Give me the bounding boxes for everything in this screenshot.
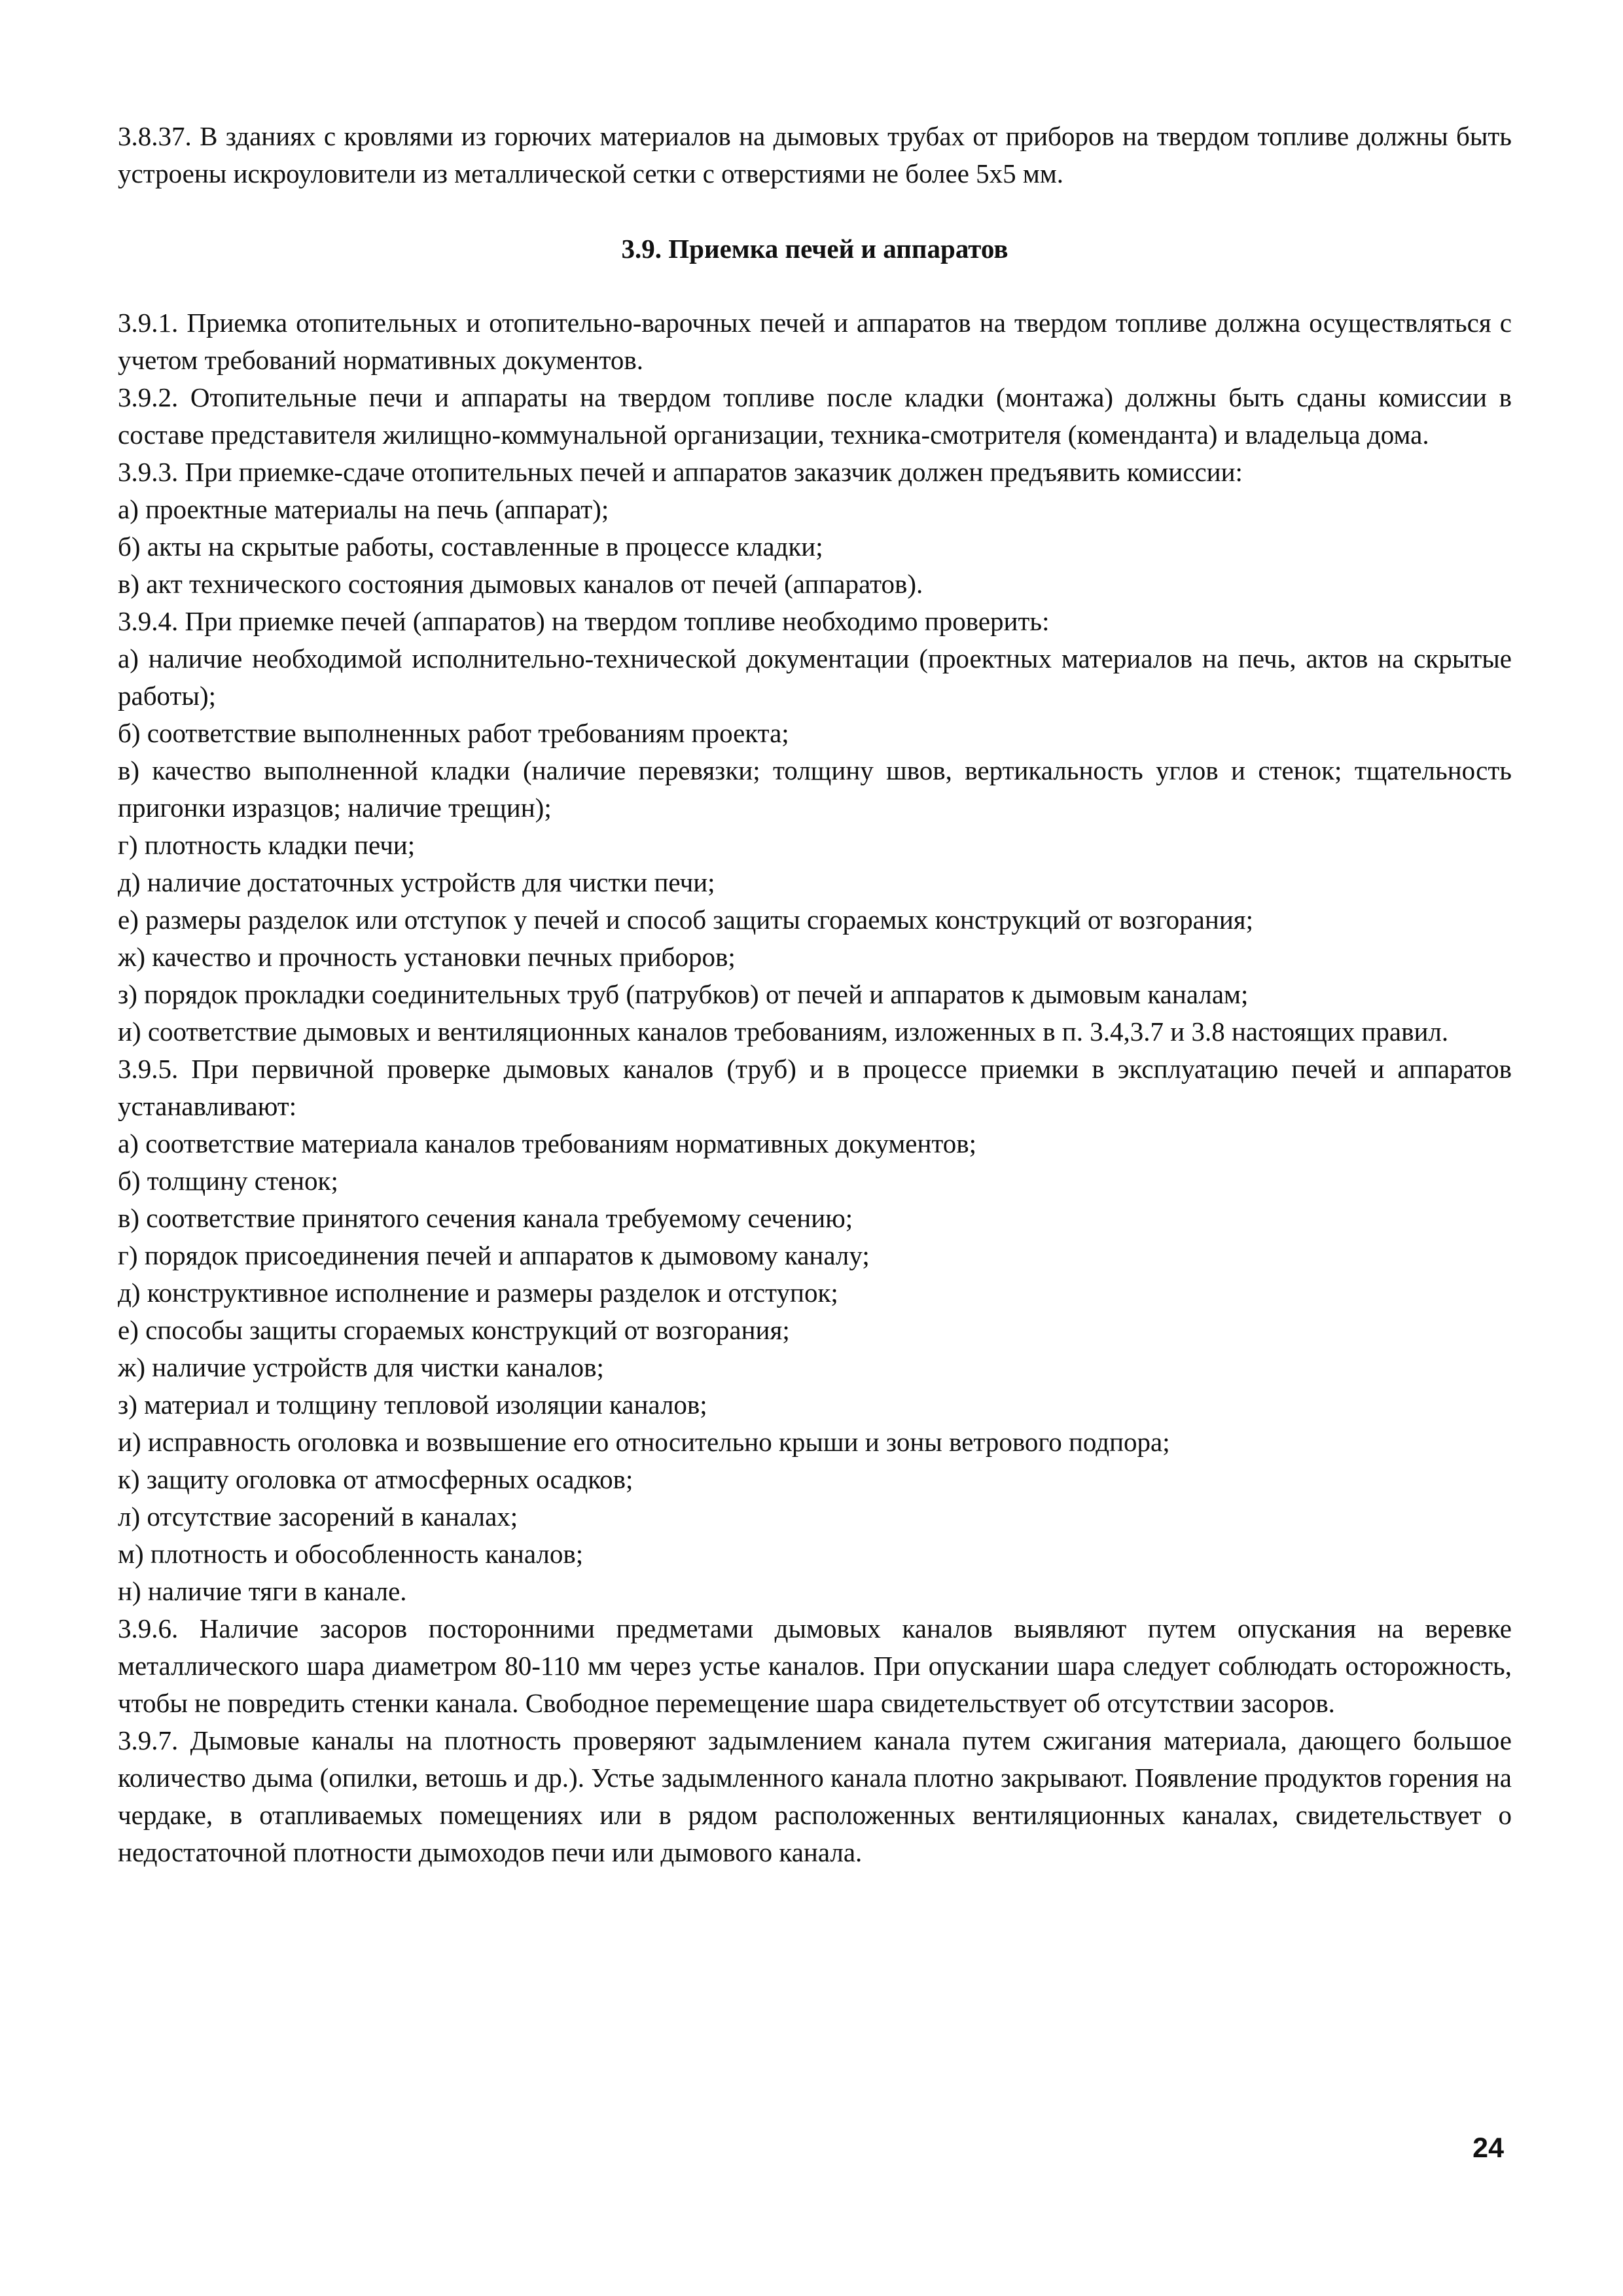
paragraph-3-9-3: 3.9.3. При приемке-сдаче отопительных печей и аппаратов заказчик должен предъявить комиссии: [118, 457, 1243, 487]
list-item: б) соответствие выполненных работ требованиям проекта; [118, 718, 789, 748]
list-item: н) наличие тяги в канале. [118, 1576, 407, 1606]
paragraph-3-9-6: 3.9.6. Наличие засоров посторонними предметами дымовых каналов выявляют путем опускания на веревке металлического шара диаметром 80-110 мм через устье каналов. При опускании шара следует соблюдать осторожность, чтобы не повредить стенки канала. Свободное перемещение шара свидетельствует об отсутствии засоров. [118, 1613, 1512, 1718]
list-item: в) качество выполненной кладки (наличие перевязки; толщину швов, вертикальность углов и стенок; тщательность пригонки изразцов; наличие трещин); [118, 755, 1512, 823]
page-number: 24 [1472, 2132, 1504, 2164]
list-item: з) порядок прокладки соединительных труб (патрубков) от печей и аппаратов к дымовым каналам; [118, 979, 1249, 1009]
list-item: д) наличие достаточных устройств для чистки печи; [118, 867, 715, 897]
section-heading: 3.9. Приемка печей и аппаратов [621, 234, 1008, 264]
list-item: д) конструктивное исполнение и размеры разделок и отступок; [118, 1278, 838, 1308]
paragraph-3-9-2: 3.9.2. Отопительные печи и аппараты на твердом топливе после кладки (монтажа) должны быть сданы комиссии в составе представителя жилищно-коммунальной организации, техника-смотрителя (коменданта) и владельца дома. [118, 382, 1512, 450]
list-item: к) защиту оголовка от атмосферных осадков; [118, 1464, 633, 1494]
list-item: в) акт технического состояния дымовых каналов от печей (аппаратов). [118, 569, 923, 599]
list-item: ж) качество и прочность установки печных приборов; [118, 942, 736, 972]
list-item: в) соответствие принятого сечения канала требуемому сечению; [118, 1203, 853, 1233]
list-item: а) проектные материалы на печь (аппарат); [118, 494, 609, 524]
list-item: з) материал и толщину тепловой изоляции каналов; [118, 1390, 707, 1420]
list-item: а) наличие необходимой исполнительно-технической документации (проектных материалов на печь, актов на скрытые работы); [118, 643, 1512, 711]
paragraph-3-9-7: 3.9.7. Дымовые каналы на плотность проверяют задымлением канала путем сжигания материала, дающего большое количество дыма (опилки, ветошь и др.). Устье задымленного канала плотно закрывают. Появление продуктов горения на чердаке, в отапливаемых помещениях или в рядом расположенных вентиляционных каналах, свидетельствует о недостаточной плотности дымоходов печи или дымового канала. [118, 1725, 1512, 1867]
list-item: е) способы защиты сгораемых конструкций от возгорания; [118, 1315, 790, 1345]
list-item: ж) наличие устройств для чистки каналов; [118, 1352, 604, 1382]
paragraph-3-9-1: 3.9.1. Приемка отопительных и отопительно-варочных печей и аппаратов на твердом топливе должна осуществляться с учетом требований нормативных документов. [118, 308, 1512, 375]
list-item: и) исправность оголовка и возвышение его относительно крыши и зоны ветрового подпора; [118, 1427, 1170, 1457]
list-item: б) толщину стенок; [118, 1166, 338, 1196]
list-item: е) размеры разделок или отступок у печей и способ защиты сгораемых конструкций от возгорания; [118, 905, 1254, 935]
list-item: л) отсутствие засорений в каналах; [118, 1501, 518, 1532]
list-item: и) соответствие дымовых и вентиляционных каналов требованиям, изложенных в п. 3.4,3.7 и 3.8 настоящих правил. [118, 1016, 1449, 1047]
list-item: б) акты на скрытые работы, составленные в процессе кладки; [118, 531, 823, 562]
list-item: а) соответствие материала каналов требованиям нормативных документов; [118, 1128, 977, 1158]
list-item: м) плотность и обособленность каналов; [118, 1539, 584, 1569]
intro-paragraph: 3.8.37. В зданиях с кровлями из горючих материалов на дымовых трубах от приборов на твердом топливе должны быть устроены искроуловители из металлической сетки с отверстиями не более 5х5 мм. [118, 121, 1512, 188]
document-page [118, 118, 1512, 1871]
paragraph-3-9-5: 3.9.5. При первичной проверке дымовых каналов (труб) и в процессе приемки в эксплуатацию печей и аппаратов устанавливают: [118, 1054, 1512, 1121]
list-item: г) плотность кладки печи; [118, 830, 416, 860]
list-item: г) порядок присоединения печей и аппаратов к дымовому каналу; [118, 1240, 870, 1270]
paragraph-3-9-4: 3.9.4. При приемке печей (аппаратов) на твердом топливе необходимо проверить: [118, 606, 1050, 636]
